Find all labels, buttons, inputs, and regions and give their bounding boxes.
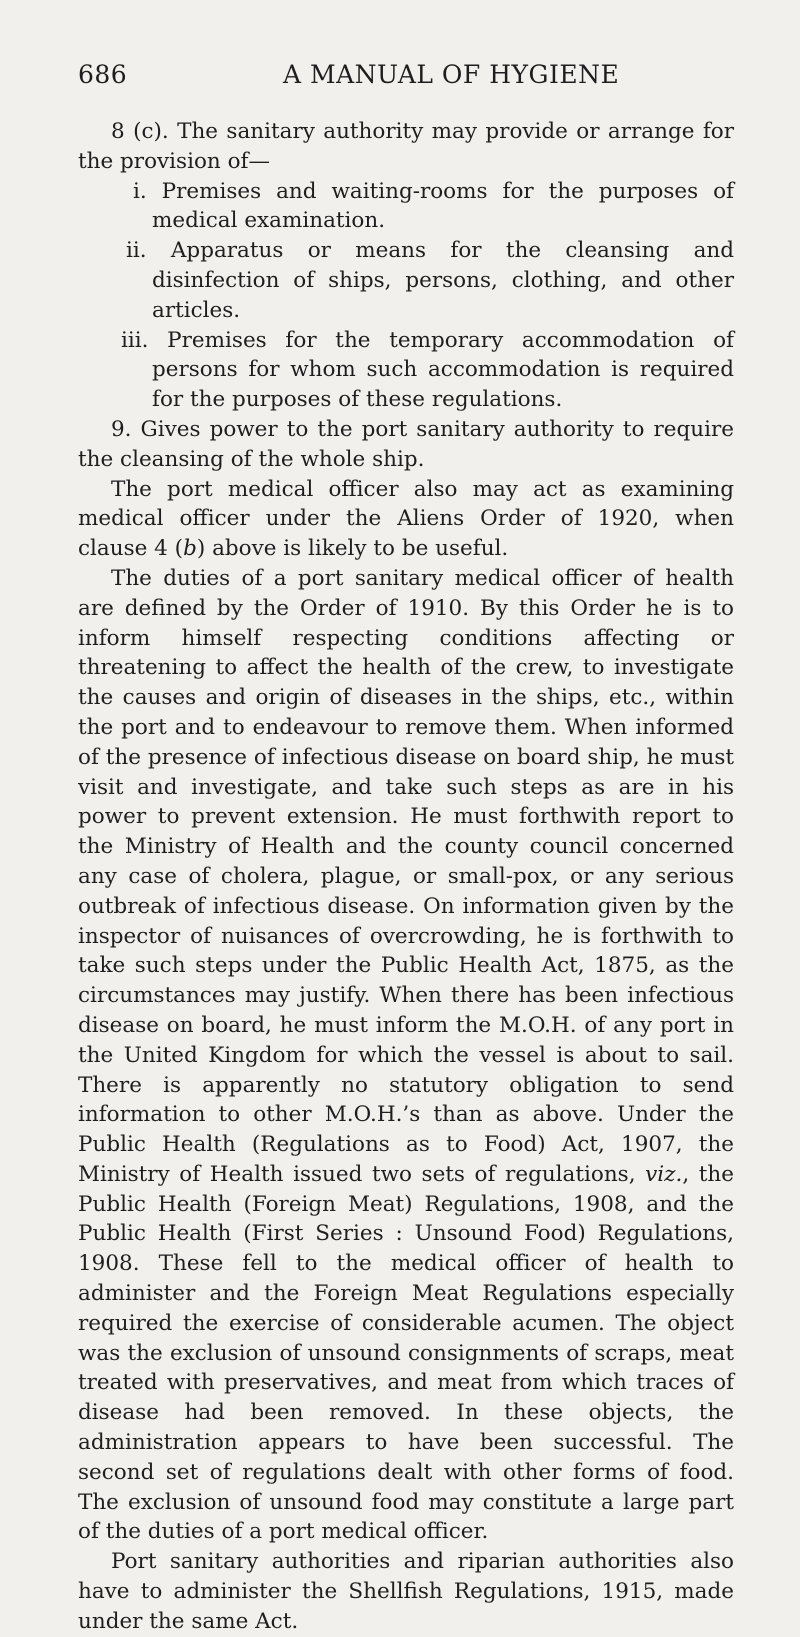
duties-text-start: The duties of a port sanitary medical officer of health are defined by the Order of 1910. By this Order he is to inform himself respecting conditions affecting or threatening to affect the health of the crew, to investigate the causes and origin of diseases in the ships, etc., within the port and to endeavour to remove them. When informed of the presence of infectious disease on board ship, he must visit and investigate, and take such steps as are in his power to prevent extension. He must forthwith report to the Ministry of Health and the county council concerned any case of cholera, plague, or small-pox, or any serious outbreak of infectious disease. On information given by the inspector of nuisances of overcrowding, he is forthwith to take such steps under the Public Health Act, 1875, as the circumstances may justify. When there has been infectious disease on board, he must inform the M.O.H. of any port in the United Kingdom for which the vessel is about to sail. There is apparently no statutory obligation to send information to other M.O.H.’s than as above. Under the Public Health (Regulations as to Food) Act, 1907, the Ministry of Health issued two sets of regulations, xyxy=(78,565,734,1187)
aliens-clause-letter: b xyxy=(183,536,197,562)
list-item-iii: iii. Premises for the temporary accommodation of persons for whom such accommodation is required for the purposes of these regulations. xyxy=(121,327,734,413)
list-item-ii: ii. Apparatus or means for the cleansing and disinfection of ships, persons, clothing, and other articles. xyxy=(126,238,734,323)
aliens-text-start: The port medical officer also may act as examining medical officer under the Aliens Order of 1920, when clause 4 ( xyxy=(78,476,734,562)
body-text xyxy=(78,117,734,1637)
paragraph-8c: 8 (c). The sanitary authority may provide or arrange for the provision of— xyxy=(78,119,734,174)
running-title: A MANUAL OF HYGIENE xyxy=(283,60,620,89)
aliens-text-end: ) above is likely to be useful. xyxy=(196,536,509,562)
page-number: 686 xyxy=(78,60,128,89)
page-header xyxy=(78,60,734,100)
list-item-i: i. Premises and waiting-rooms for the purposes of medical examination. xyxy=(133,178,734,234)
paragraph-shellfish: Port sanitary authorities and riparian authorities also have to administer the Shellfish Regulations, 1915, made under the same Act. xyxy=(78,1549,734,1634)
paragraph-duties xyxy=(78,564,734,1547)
duties-viz: viz. xyxy=(645,1161,683,1187)
paragraph-aliens-order xyxy=(78,475,734,564)
duties-text-end: , the Public Health (Foreign Meat) Regulations, 1908, and the Public Health (First Series : Unsound Food) Regulations, 1908. These fell to the medical officer of health to administer and the Foreign Meat Regulations especially required the exercise of considerable acumen. The object was the exclusion of unsound consignments of scraps, meat treated with preservatives, and meat from which traces of disease had been removed. In these objects, the administration appears to have been successful. The second set of regulations dealt with other forms of food. The exclusion of unsound food may constitute a large part of the duties of a port medical officer. xyxy=(78,1161,734,1545)
paragraph-9: 9. Gives power to the port sanitary authority to require the cleansing of the whole ship. xyxy=(78,416,734,472)
